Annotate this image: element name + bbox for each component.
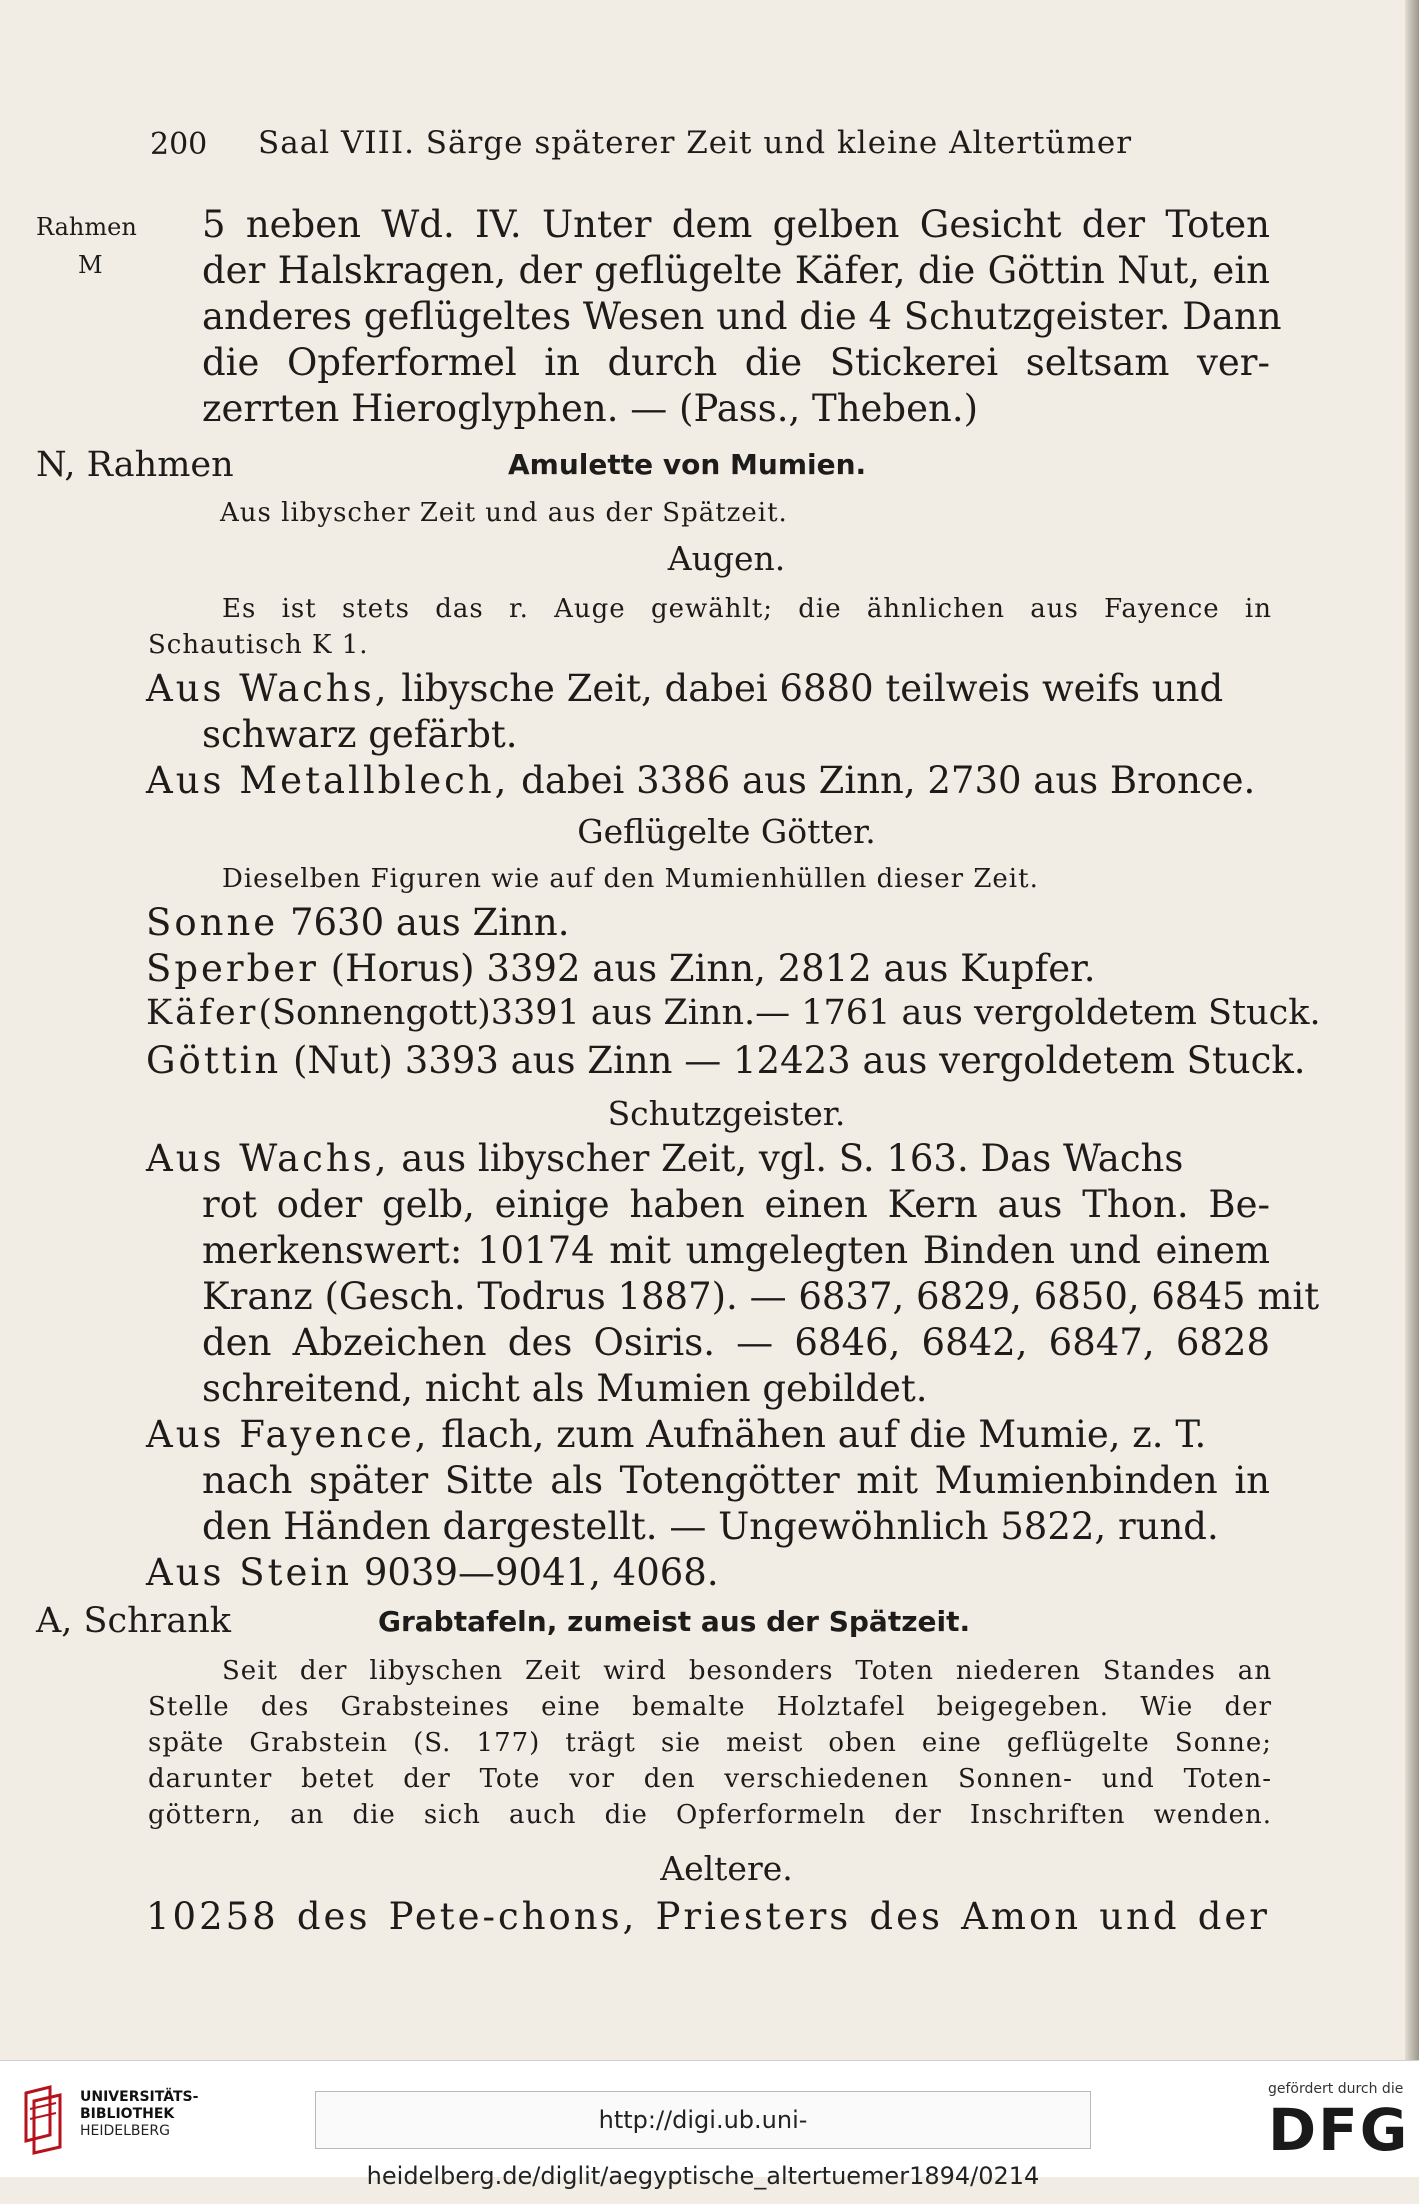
library-name: UNIVERSITÄTS- BIBLIOTHEK HEIDELBERG [80, 2089, 199, 2139]
note-line: Stelle des Grabsteines eine bemalte Holztafel beigegeben. Wie der [148, 1692, 1272, 1722]
text-line: 5 neben Wd. IV. Unter dem gelben Gesicht der Toten [202, 203, 1270, 246]
text-line: rot oder gelb, einige haben einen Kern aus Thon. Be- [202, 1183, 1270, 1226]
margin-note-a-schrank: A, Schrank [36, 1601, 231, 1641]
entry-fayence: Aus Fayence, flach, zum Aufnähen auf die Mumie, z. T. [146, 1413, 1207, 1456]
entry-goettin: Göttin (Nut) 3393 aus Zinn — 12423 aus vergoldetem Stuck. [146, 1039, 1306, 1082]
text-line: den Händen dargestellt. — Ungewöhnlich 5822, rund. [202, 1505, 1219, 1548]
note-line: darunter betet der Tote vor den verschiedenen Sonnen- und Toten- [148, 1764, 1272, 1794]
entry-kaefer: Käfer(Sonnengott)3391 aus Zinn.— 1761 aus vergoldetem Stuck. [146, 993, 1321, 1033]
entry-wachs: Aus Wachs, libysche Zeit, dabei 6880 teilweis weifs und [146, 667, 1224, 710]
note-line: späte Grabstein (S. 177) trägt sie meist oben eine geflügelte Sonne; [148, 1728, 1272, 1758]
note-line: Seit der libyschen Zeit wird besonders Toten niederen Standes an [222, 1656, 1272, 1686]
margin-note-rahmen: Rahmen [36, 213, 137, 241]
dfg-logo: DFG [1268, 2096, 1410, 2164]
note-line: göttern, an die sich auch die Opferformeln der Inschriften wenden. [148, 1800, 1272, 1830]
subsection-title-augen: Augen. [667, 539, 786, 578]
text-line: schreitend, nicht als Mumien gebildet. [202, 1367, 928, 1410]
page-number: 200 [150, 127, 208, 162]
section-heading: Amulette von Mumien. [508, 448, 867, 481]
running-title: Saal VIII. Särge späterer Zeit und kleine Altertümer [258, 125, 1133, 161]
note-line: Es ist stets das r. Auge gewählt; die ähnlichen aus Fayence in [222, 594, 1272, 624]
entry-sonne: Sonne 7630 aus Zinn. [146, 901, 570, 944]
page-edge-shadow [1405, 0, 1419, 2060]
text-line: die Opferformel in durch die Stickerei seltsam ver- [202, 341, 1270, 384]
entry-stein: Aus Stein 9039—9041, 4068. [146, 1551, 719, 1594]
note-line: Dieselben Figuren wie auf den Mumienhüllen dieser Zeit. [222, 864, 1039, 894]
text-line: nach später Sitte als Totengötter mit Mumienbinden in [202, 1459, 1270, 1502]
margin-note-m: M [78, 251, 103, 279]
text-line: schwarz gefärbt. [202, 713, 518, 756]
margin-note-n-rahmen: N, Rahmen [36, 445, 234, 485]
funding-caption: gefördert durch die [1268, 2081, 1404, 2097]
section-heading: Grabtafeln, zumeist aus der Spätzeit. [378, 1605, 971, 1638]
note-line: Schautisch K 1. [148, 630, 369, 660]
text-line: 10258 des Pete-chons, Priesters des Amon und der [146, 1895, 1270, 1938]
entry-sperber: Sperber (Horus) 3392 aus Zinn, 2812 aus Kupfer. [146, 947, 1096, 990]
entry-schutz-wachs: Aus Wachs, aus libyscher Zeit, vgl. S. 163. Das Wachs [146, 1137, 1184, 1180]
subsection-title-goetter: Geflügelte Götter. [577, 812, 876, 851]
text-line: der Halskragen, der geflügelte Käfer, die Göttin Nut, ein [202, 249, 1270, 292]
text-line: merkenswert: 10174 mit umgelegten Binden und einem [202, 1229, 1270, 1272]
viewer-footer [0, 2060, 1419, 2190]
text-line: anderes geflügeltes Wesen und die 4 Schutzgeister. Dann [202, 295, 1282, 338]
entry-metallblech: Aus Metallblech, dabei 3386 aus Zinn, 2730 aus Bronce. [146, 759, 1256, 802]
university-library-logo-icon [20, 2083, 68, 2155]
text-line: zerrten Hieroglyphen. — (Pass., Theben.) [202, 387, 979, 430]
section-subheading: Aus libyscher Zeit und aus der Spätzeit. [220, 498, 788, 528]
subsection-title-schutzgeister: Schutzgeister. [607, 1094, 846, 1133]
text-line: den Abzeichen des Osiris. — 6846, 6842, 6847, 6828 [202, 1321, 1270, 1364]
text-line: Kranz (Gesch. Todrus 1887). — 6837, 6829, 6850, 6845 mit [202, 1275, 1320, 1318]
subsection-title-aeltere: Aeltere. [660, 1849, 793, 1888]
permalink-url[interactable]: http://digi.ub.uni-heidelberg.de/diglit/aegyptische_altertuemer1894/0214 [315, 2091, 1091, 2149]
